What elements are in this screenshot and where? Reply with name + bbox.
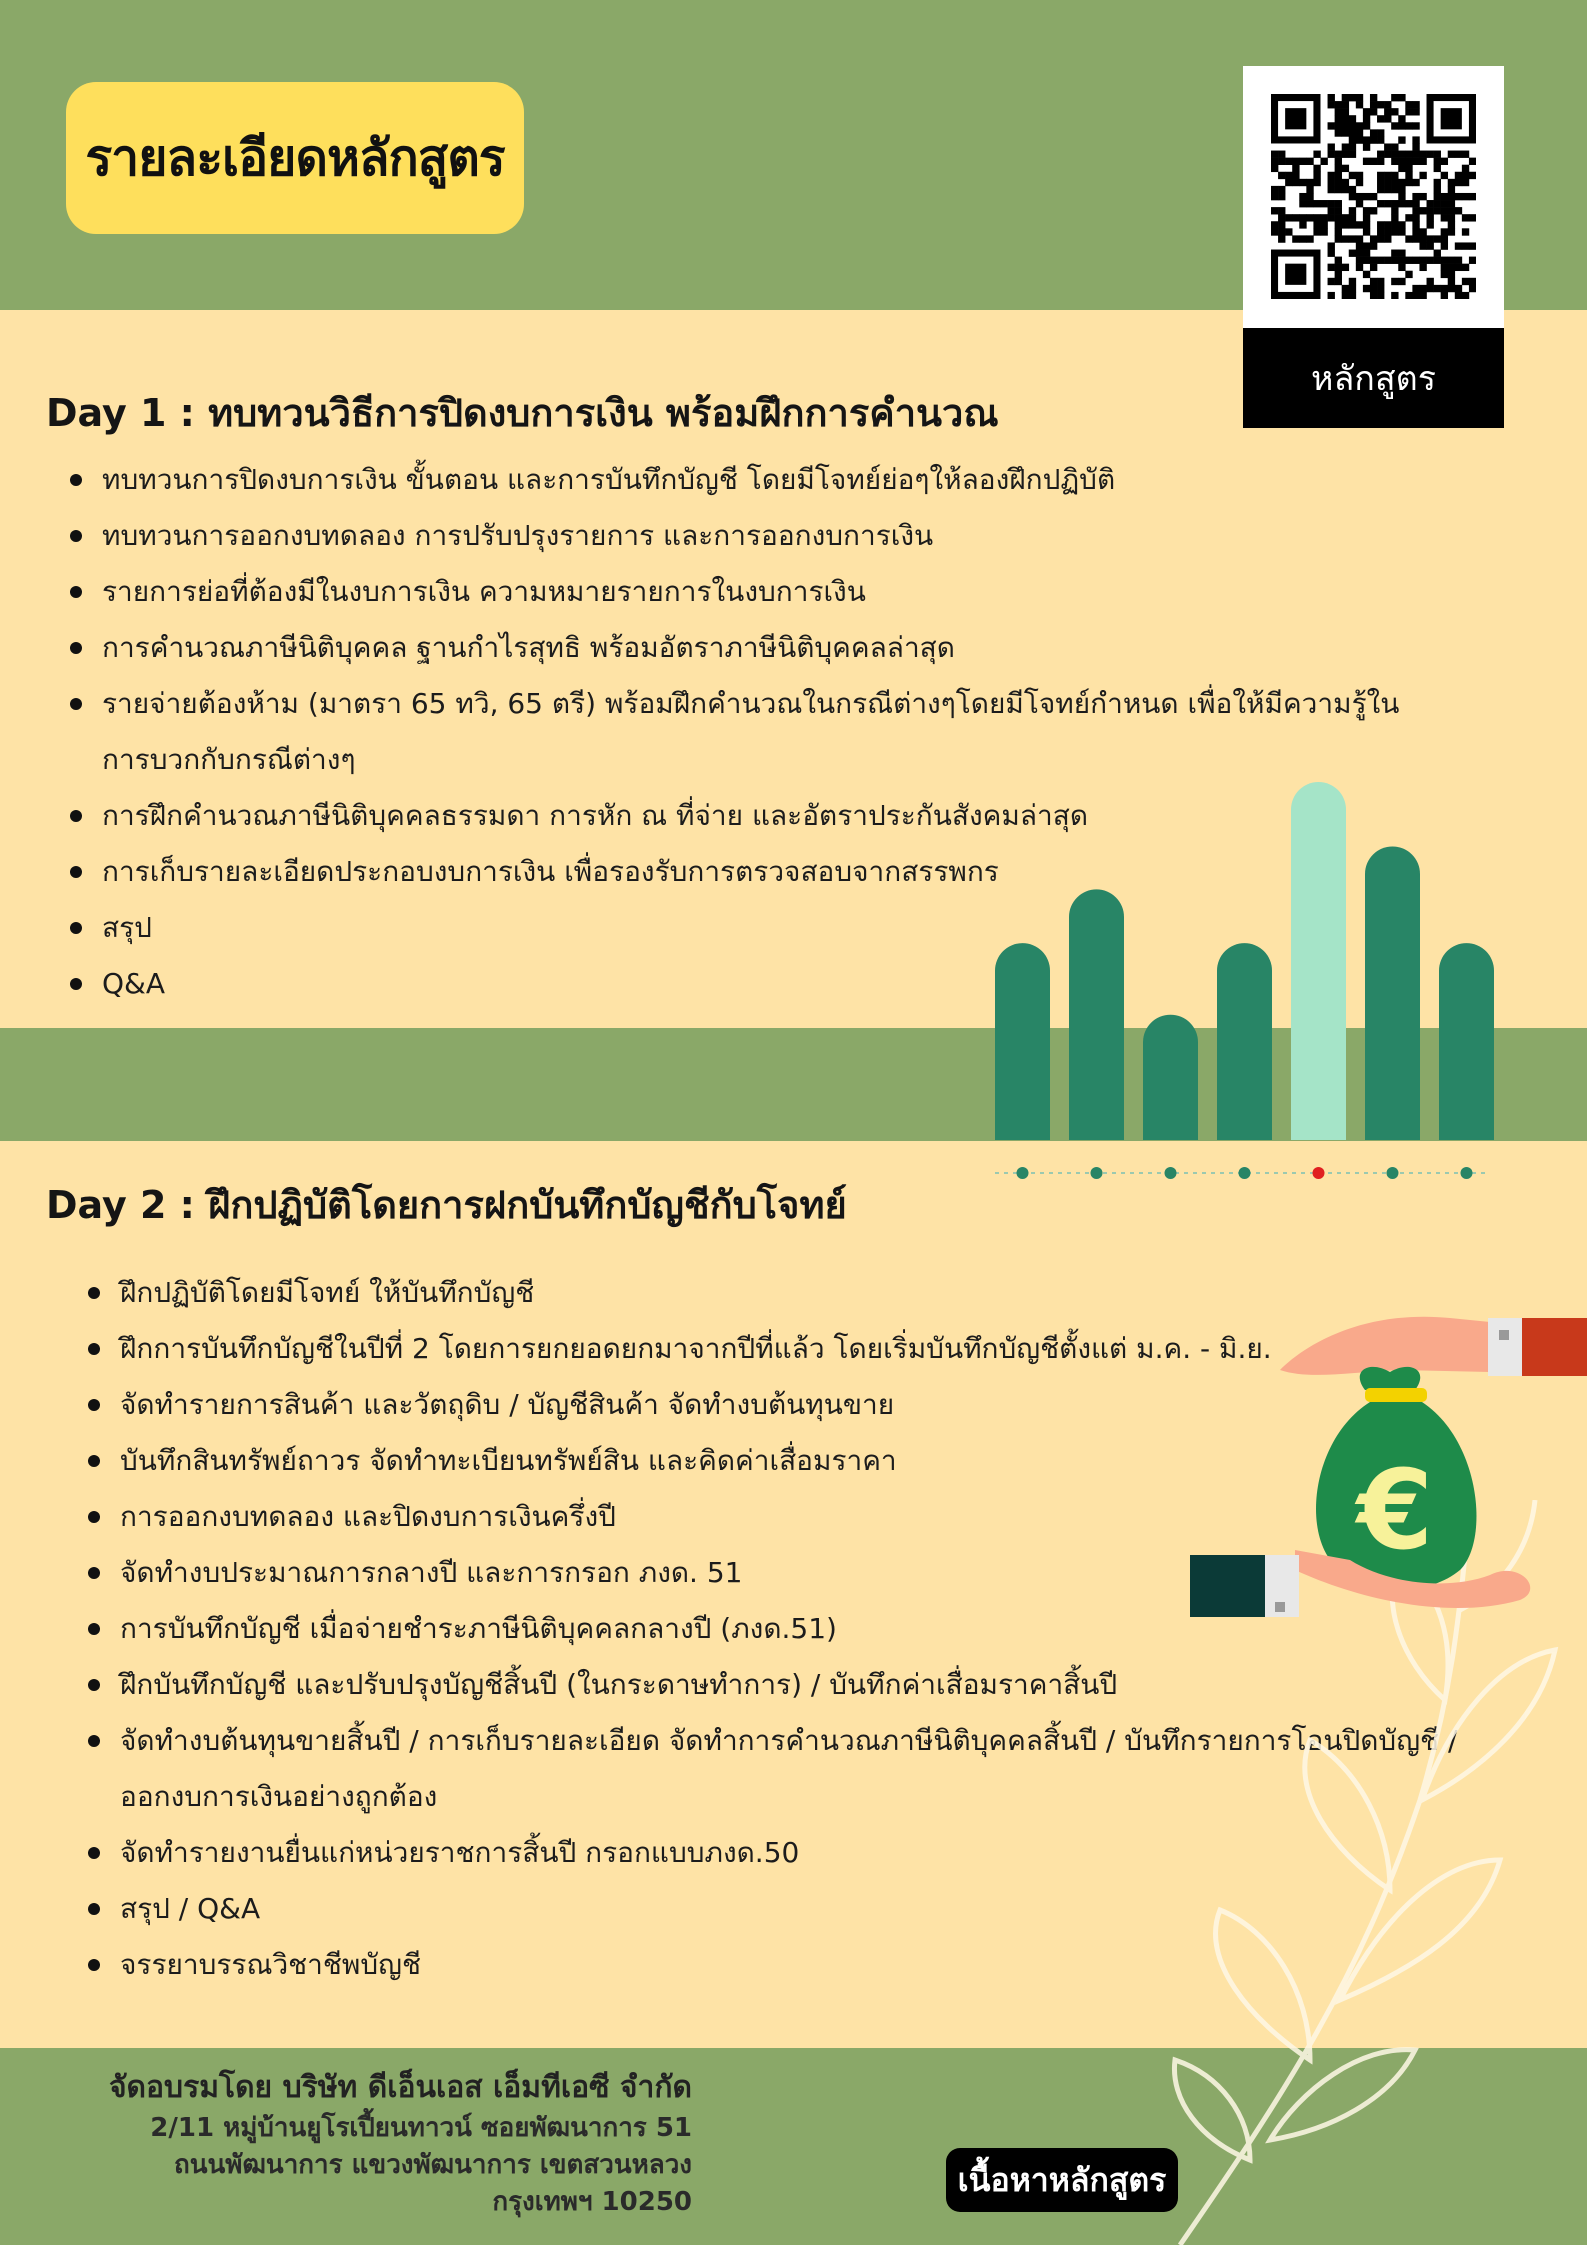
day2-topic-item: จัดทำรายการสินค้า และวัตถุดิบ / บัญชีสินค้า จัดทำงบต้นทุนขาย [64,1377,1504,1433]
qr-code-icon[interactable] [1243,66,1504,328]
day2-topic-item: จัดทำรายงานยื่นแก่หน่วยราชการสิ้นปี กรอกแบบภงด.50 [64,1825,1504,1881]
day2-topic-item: ฝึกปฏิบัติโดยมีโจทย์ ให้บันทึกบัญชี [64,1265,1504,1321]
address-line-1: 2/11 หมู่บ้านยูโรเปี้ยนทาวน์ ซอยพัฒนาการ 51 [150,2113,692,2143]
organizer-company: จัดอบรมโดย บริษัท ดีเอ็นเอส เอ็มทีเอซี จำกัด [108,2070,692,2105]
money-bag-hands-illustration [1190,1300,1587,1640]
day1-topic-item: การคำนวณภาษีนิติบุคคล ฐานกำไรสุทธิ พร้อมอัตราภาษีนิติบุคคลล่าสุด [46,620,1426,676]
chart-dot [1461,1167,1473,1179]
chart-dot [1017,1167,1029,1179]
money-bag-icon [1316,1367,1476,1589]
course-content-button[interactable] [946,2148,1178,2212]
address-line-2: ถนนพัฒนาการ แขวงพัฒนาการ เขตสวนหลวง [174,2150,692,2180]
chart-bar [1217,943,1272,1140]
day2-title: Day 2 : ฝึกปฏิบัติโดยการฝกบันทึกบัญชีกับโจทย์ [46,1183,847,1227]
day2-topic-item: ฝึกการบันทึกบัญชีในปีที่ 2 โดยการยกยอดยกมาจากปีที่แล้ว โดยเริ่มบันทึกบัญชีตั้งแต่ ม.ค. - มิ.ย. [64,1321,1504,1377]
chart-dot [1387,1167,1399,1179]
qr-card[interactable] [1243,66,1504,428]
page-title: รายละเอียดหลักสูตร [85,128,505,187]
day1-topic-item: รายการย่อที่ต้องมีในงบการเงิน ความหมายรายการในงบการเงิน [46,564,1426,620]
chart-bar [1291,782,1346,1140]
top-hand-icon [1280,1317,1587,1376]
day2-topic-item: จัดทำงบประมาณการกลางปี และการกรอก ภงด. 51 [64,1545,1504,1601]
day1-topic-item: Q&A [46,956,1426,1012]
page-title-box [66,82,524,234]
decorative-bar-chart [980,770,1500,1190]
chart-bar [1069,889,1124,1140]
day2-topic-item: จัดทำงบต้นทุนขายสิ้นปี / การเก็บรายละเอียด จัดทำการคำนวณภาษีนิติบุคคลสิ้นปี / บันทึกรายการโอนปิดบัญชี / ออกงบการเงินอย่างถูกต้อง [64,1713,1504,1825]
day1-topic-item: รายจ่ายต้องห้าม (มาตรา 65 ทวิ, 65 ตรี) พร้อมฝึกคำนวณในกรณีต่างๆโดยมีโจทย์กำหนด เพื่อให้มีความรู้ในการบวกกับกรณีต่างๆ [46,676,1426,788]
qr-label-box [1243,328,1504,428]
day2-topic-item: สรุป / Q&A [64,1881,1504,1937]
address-line-3: กรุงเทพฯ 10250 [492,2187,692,2217]
course-content-button-label: เนื้อหาหลักสูตร [957,2160,1167,2199]
chart-dot [1165,1167,1177,1179]
day2-topic-item: ฝึกบันทึกบัญชี และปรับปรุงบัญชีสิ้นปี (ในกระดาษทำการ) / บันทึกค่าเสื่อมราคาสิ้นปี [64,1657,1504,1713]
day2-topic-item: บันทึกสินทรัพย์ถาวร จัดทำทะเบียนทรัพย์สิน และคิดค่าเสื่อมราคา [64,1433,1504,1489]
chart-bar [1439,943,1494,1140]
organizer-info [109,2066,692,2221]
chart-dot [1091,1167,1103,1179]
chart-bar [1365,846,1420,1140]
day1-title: Day 1 : ทบทวนวิธีการปิดงบการเงิน พร้อมฝึกการคำนวณ [46,391,999,435]
day1-topic-item: ทบทวนการปิดงบการเงิน ขั้นตอน และการบันทึกบัญชี โดยมีโจทย์ย่อๆให้ลองฝึกปฏิบัติ [46,452,1426,508]
day1-topic-item: การเก็บรายละเอียดประกอบงบการเงิน เพื่อรองรับการตรวจสอบจากสรรพกร [46,844,1426,900]
day2-topic-item: การบันทึกบัญชี เมื่อจ่ายชำระภาษีนิติบุคคลกลางปี (ภงด.51) [64,1601,1504,1657]
qr-label: หลักสูตร [1311,359,1436,399]
day2-topic-item: การออกงบทดลอง และปิดงบการเงินครึ่งปี [64,1489,1504,1545]
chart-bar [1143,1015,1198,1140]
chart-dot [1313,1167,1325,1179]
svg-text:€: € [1356,1446,1434,1574]
day1-topic-item: สรุป [46,900,1426,956]
day1-topic-item: ทบทวนการออกงบทดลอง การปรับปรุงรายการ และการออกงบการเงิน [46,508,1426,564]
chart-dot [1239,1167,1251,1179]
chart-bar [995,943,1050,1140]
day1-topic-item: การฝึกคำนวณภาษีนิติบุคคลธรรมดา การหัก ณ ที่จ่าย และอัตราประกันสังคมล่าสุด [46,788,1426,844]
day2-topic-item: จรรยาบรรณวิชาชีพบัญชี [64,1937,1504,1993]
